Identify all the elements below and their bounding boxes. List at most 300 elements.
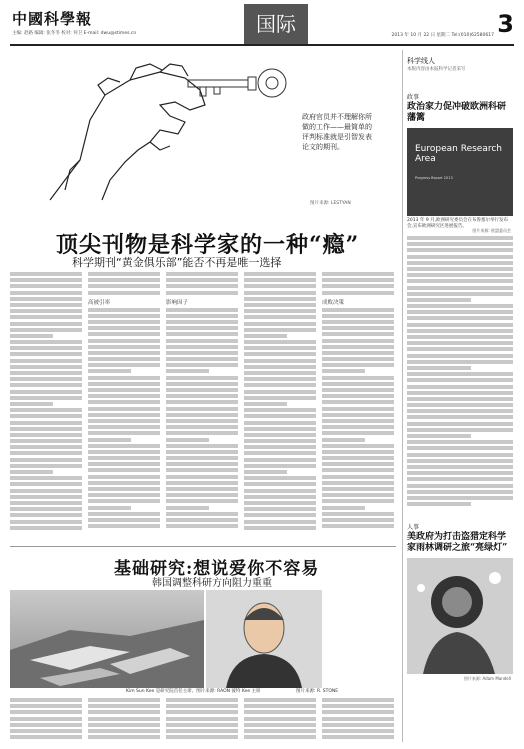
text-line <box>166 314 238 318</box>
text-line <box>88 704 160 708</box>
text-line <box>10 495 82 499</box>
text-line <box>166 382 238 386</box>
text-line <box>166 332 238 336</box>
text-line <box>407 471 513 475</box>
text-line <box>244 501 316 505</box>
text-line <box>10 445 82 449</box>
text-line <box>407 490 513 494</box>
text-line <box>88 493 160 497</box>
text-line <box>407 273 513 277</box>
text-line <box>322 413 394 417</box>
text-line <box>322 456 394 460</box>
text-line <box>88 462 160 466</box>
text-line <box>166 487 238 491</box>
text-line <box>244 476 316 480</box>
text-line <box>407 286 513 290</box>
text-line <box>322 450 394 454</box>
text-line <box>166 723 238 727</box>
text-line <box>10 458 82 462</box>
text-line <box>322 332 394 336</box>
text-line <box>10 284 82 288</box>
text-line <box>166 272 238 276</box>
text-line <box>166 493 238 497</box>
text-line <box>166 284 238 288</box>
text-line <box>88 698 160 702</box>
text-line <box>88 456 160 460</box>
text-line <box>407 335 513 339</box>
text-line <box>244 513 316 517</box>
text-line <box>407 446 513 450</box>
text-line <box>88 481 160 485</box>
text-line <box>88 735 160 739</box>
text-line <box>322 320 394 324</box>
text-line <box>244 520 316 524</box>
text-line <box>88 444 160 448</box>
text-line <box>244 729 316 733</box>
text-line <box>322 369 365 373</box>
text-line <box>166 481 238 485</box>
page-number: 3 <box>497 10 514 38</box>
text-line <box>407 453 513 457</box>
masthead: 中國科學報 <box>12 10 93 28</box>
text-line <box>166 499 238 503</box>
text-line <box>10 698 82 702</box>
text-line <box>407 422 513 426</box>
text-line <box>10 359 82 363</box>
text-line <box>322 407 394 411</box>
text-line <box>322 278 394 282</box>
text-line <box>166 735 238 739</box>
text-line <box>244 526 316 530</box>
text-line <box>166 339 238 343</box>
text-line <box>322 462 394 466</box>
text-line <box>10 352 82 356</box>
text-line <box>407 323 513 327</box>
text-line <box>10 408 82 412</box>
text-line <box>88 308 160 312</box>
text-line <box>10 476 82 480</box>
text-line <box>322 499 394 503</box>
text-line <box>10 735 82 739</box>
text-line <box>407 360 513 364</box>
text-line <box>166 357 238 361</box>
text-line <box>166 717 238 721</box>
text-line <box>244 297 316 301</box>
text-line <box>10 297 82 301</box>
article-column <box>322 698 394 742</box>
text-line <box>244 383 316 387</box>
text-line <box>244 371 316 375</box>
text-line <box>10 526 82 530</box>
text-line <box>10 482 82 486</box>
text-line <box>322 284 394 288</box>
article-column <box>322 272 394 540</box>
text-line <box>166 475 238 479</box>
text-line <box>88 419 160 423</box>
text-line <box>322 272 394 276</box>
text-line <box>88 382 160 386</box>
photo-credit: 图片来源: R. STONE <box>296 689 339 694</box>
text-line <box>407 434 471 438</box>
text-line <box>88 357 160 361</box>
text-line <box>244 340 316 344</box>
text-line <box>10 328 82 332</box>
text-line <box>244 723 316 727</box>
text-line <box>322 487 394 491</box>
story-divider <box>10 546 396 547</box>
text-line <box>322 481 394 485</box>
text-line <box>244 464 316 468</box>
text-line <box>10 439 82 443</box>
text-line <box>10 346 82 350</box>
text-line <box>244 451 316 455</box>
text-line <box>88 413 160 417</box>
lead-story-body <box>10 272 396 540</box>
article-column <box>88 698 160 742</box>
text-line <box>322 363 394 367</box>
article-column <box>10 698 82 742</box>
text-line <box>244 495 316 499</box>
text-line <box>10 729 82 733</box>
article-column <box>244 272 316 540</box>
text-line <box>88 431 160 435</box>
text-line <box>244 439 316 443</box>
text-line <box>166 450 238 454</box>
text-line <box>322 425 394 429</box>
text-line <box>10 390 82 394</box>
text-line <box>166 431 238 435</box>
text-line <box>166 710 238 714</box>
text-line <box>407 341 513 345</box>
text-line <box>88 512 160 516</box>
text-line <box>407 316 513 320</box>
text-line <box>322 351 394 355</box>
text-line <box>88 468 160 472</box>
campus-photo <box>10 590 204 688</box>
text-line <box>10 315 82 319</box>
text-line <box>244 710 316 714</box>
text-line <box>166 413 238 417</box>
text-line <box>407 415 513 419</box>
text-line <box>322 357 394 361</box>
text-line <box>10 383 82 387</box>
text-line <box>322 518 394 522</box>
page-header <box>10 4 514 46</box>
text-line <box>10 334 53 338</box>
text-line <box>10 421 82 425</box>
text-line <box>322 704 394 708</box>
text-line <box>10 520 82 524</box>
article-column <box>166 272 238 540</box>
text-line <box>407 502 471 506</box>
text-line <box>88 475 160 479</box>
text-line <box>322 291 394 295</box>
text-line <box>407 372 513 376</box>
text-line <box>407 347 513 351</box>
era-image-note: Progress Report 2013 <box>415 176 453 180</box>
text-line <box>10 470 53 474</box>
text-line <box>407 329 513 333</box>
campus-aerial-icon <box>10 590 204 688</box>
text-line <box>166 388 238 392</box>
sidebar-image-caption: 2013 年 9 月,欧洲研究委员会在布鲁塞尔举行发布会,宣布欧洲研究区进展报告。 <box>407 218 509 229</box>
era-image-title: European Research Area <box>415 144 503 164</box>
text-line <box>10 396 82 400</box>
text-line <box>407 261 513 265</box>
text-line <box>10 371 82 375</box>
text-line <box>244 390 316 394</box>
text-line <box>322 468 394 472</box>
lead-subheadline: 科学期刊“黄金俱乐部”能否不再是唯一选择 <box>72 256 282 269</box>
text-line <box>322 710 394 714</box>
diver-photo <box>407 558 513 674</box>
sidebar-image-credit: 图片来源: 欧盟委员会 <box>472 228 511 233</box>
text-line <box>407 236 513 240</box>
text-line <box>244 433 316 437</box>
text-line <box>244 458 316 462</box>
person-portrait-icon <box>206 590 322 688</box>
text-line <box>407 292 513 296</box>
text-line <box>322 506 365 510</box>
text-line <box>244 717 316 721</box>
text-line <box>88 438 131 442</box>
text-line <box>10 464 82 468</box>
text-line <box>88 450 160 454</box>
text-line <box>244 735 316 739</box>
text-line <box>244 272 316 276</box>
text-line <box>10 501 82 505</box>
text-line <box>166 308 238 312</box>
text-line <box>166 506 209 510</box>
text-line <box>244 489 316 493</box>
text-line <box>166 444 238 448</box>
text-line <box>88 710 160 714</box>
text-line <box>88 320 160 324</box>
text-line <box>10 451 82 455</box>
text-line <box>88 326 160 330</box>
sidebar-article-body <box>407 236 513 516</box>
text-line <box>244 328 316 332</box>
article-column <box>244 698 316 742</box>
text-line <box>166 704 238 708</box>
section-subtitle: 高被引率 <box>88 299 111 306</box>
text-line <box>407 255 513 259</box>
text-line <box>407 354 513 358</box>
text-line <box>10 365 82 369</box>
text-line <box>244 698 316 702</box>
text-line <box>407 385 513 389</box>
text-line <box>166 468 238 472</box>
sidebar-headline-2: 美政府为打击盗猎定科学家雨林调研之旅“亮绿灯” <box>407 532 508 553</box>
text-line <box>10 402 53 406</box>
text-line <box>88 351 160 355</box>
text-line <box>407 310 513 314</box>
text-line <box>166 438 209 442</box>
text-line <box>407 391 513 395</box>
text-line <box>244 284 316 288</box>
text-line <box>88 394 160 398</box>
text-line <box>10 723 82 727</box>
text-line <box>407 477 513 481</box>
text-line <box>322 400 394 404</box>
text-line <box>88 278 160 282</box>
text-line <box>244 445 316 449</box>
text-line <box>10 340 82 344</box>
text-line <box>88 339 160 343</box>
text-line <box>244 427 316 431</box>
text-line <box>10 309 82 313</box>
text-line <box>322 512 394 516</box>
text-line <box>10 303 82 307</box>
text-line <box>244 704 316 708</box>
text-line <box>322 735 394 739</box>
text-line <box>322 524 394 528</box>
text-line <box>322 698 394 702</box>
illustration-credit: 图片来源: LESTYAN <box>310 201 351 206</box>
date-info: 2013 年 10 月 22 日 星期二 Tel:(010)62580617 <box>391 33 494 38</box>
text-line <box>88 518 160 522</box>
sidebar-kicker: 政事 <box>407 94 420 101</box>
text-line <box>166 345 238 349</box>
text-line <box>322 339 394 343</box>
sidebar-tag: 科学线人 <box>407 57 435 65</box>
text-line <box>10 704 82 708</box>
text-line <box>322 493 394 497</box>
text-line <box>244 334 287 338</box>
text-line <box>88 284 160 288</box>
text-line <box>407 465 513 469</box>
text-line <box>407 242 513 246</box>
text-line <box>88 388 160 392</box>
section-tab: 国际 <box>244 4 308 44</box>
text-line <box>166 400 238 404</box>
text-line <box>10 507 82 511</box>
text-line <box>407 366 471 370</box>
text-line <box>88 332 160 336</box>
text-line <box>10 272 82 276</box>
text-line <box>407 248 513 252</box>
article-column <box>88 272 160 540</box>
text-line <box>166 512 238 516</box>
text-line <box>322 419 394 423</box>
text-line <box>166 698 238 702</box>
era-report-image <box>407 128 513 216</box>
text-line <box>10 427 82 431</box>
text-line <box>322 326 394 330</box>
text-line <box>166 351 238 355</box>
second-story-body <box>10 698 396 742</box>
text-line <box>10 291 82 295</box>
text-line <box>244 359 316 363</box>
text-line <box>10 489 82 493</box>
text-line <box>88 345 160 349</box>
second-headline: 基础研究:想说爱你不容易 <box>114 559 320 579</box>
text-line <box>88 425 160 429</box>
text-line <box>166 419 238 423</box>
text-line <box>88 376 160 380</box>
text-line <box>10 414 82 418</box>
text-line <box>88 499 160 503</box>
second-subheadline: 韩国调整科研方向阻力重重 <box>152 578 272 589</box>
text-line <box>88 363 160 367</box>
section-subtitle: 成败决策 <box>322 299 345 306</box>
text-line <box>322 717 394 721</box>
text-line <box>244 396 316 400</box>
text-line <box>322 444 394 448</box>
main-content <box>10 50 396 742</box>
text-line <box>88 729 160 733</box>
text-line <box>407 428 513 432</box>
text-line <box>88 506 131 510</box>
text-line <box>407 304 513 308</box>
text-line <box>322 376 394 380</box>
text-line <box>166 729 238 733</box>
text-line <box>88 717 160 721</box>
text-line <box>322 729 394 733</box>
text-line <box>407 279 513 283</box>
text-line <box>166 394 238 398</box>
text-line <box>244 482 316 486</box>
text-line <box>10 322 82 326</box>
text-line <box>244 507 316 511</box>
sidebar <box>402 50 515 742</box>
text-line <box>322 314 394 318</box>
text-line <box>244 291 316 295</box>
photo-caption: Kim Sun Kee 是研究院首任主席。图片来源: RAON 彼特 Kee 主席 <box>126 689 261 694</box>
text-line <box>166 456 238 460</box>
sidebar-image-credit-2: 图片来源: Adam Mandell <box>463 676 511 681</box>
lead-headline: 顶尖刊物是科学家的一种“瘾” <box>56 232 360 258</box>
text-line <box>322 345 394 349</box>
text-line <box>322 431 394 435</box>
editor-info: 主编: 赵路 编辑: 张冬冬 校对: 何卫 E-mail: dwu@stimes.cn <box>12 31 137 36</box>
text-line <box>88 291 160 295</box>
section-subtitle: 影响因子 <box>166 299 189 306</box>
sidebar-subtitle: 本版内容由本报科学记者采写 <box>407 67 466 72</box>
text-line <box>166 291 238 295</box>
article-column <box>10 272 82 540</box>
text-line <box>322 438 365 442</box>
text-line <box>88 524 160 528</box>
text-line <box>166 320 238 324</box>
text-line <box>407 403 513 407</box>
text-line <box>10 433 82 437</box>
text-line <box>88 487 160 491</box>
text-line <box>322 308 394 312</box>
text-line <box>322 382 394 386</box>
text-line <box>10 710 82 714</box>
illustration-quote: 政府官员并不理解你所做的工作——最简单的评判标准就是引智发表论文的期刊。 <box>302 113 372 151</box>
text-line <box>166 518 238 522</box>
text-line <box>88 723 160 727</box>
text-line <box>88 407 160 411</box>
text-line <box>244 278 316 282</box>
text-line <box>407 459 513 463</box>
text-line <box>166 363 238 367</box>
text-line <box>10 717 82 721</box>
text-line <box>244 402 287 406</box>
text-line <box>166 425 238 429</box>
text-line <box>166 326 238 330</box>
text-line <box>407 378 513 382</box>
text-line <box>166 369 209 373</box>
text-line <box>88 314 160 318</box>
text-line <box>244 346 316 350</box>
text-line <box>244 352 316 356</box>
text-line <box>322 388 394 392</box>
text-line <box>244 303 316 307</box>
text-line <box>166 462 238 466</box>
